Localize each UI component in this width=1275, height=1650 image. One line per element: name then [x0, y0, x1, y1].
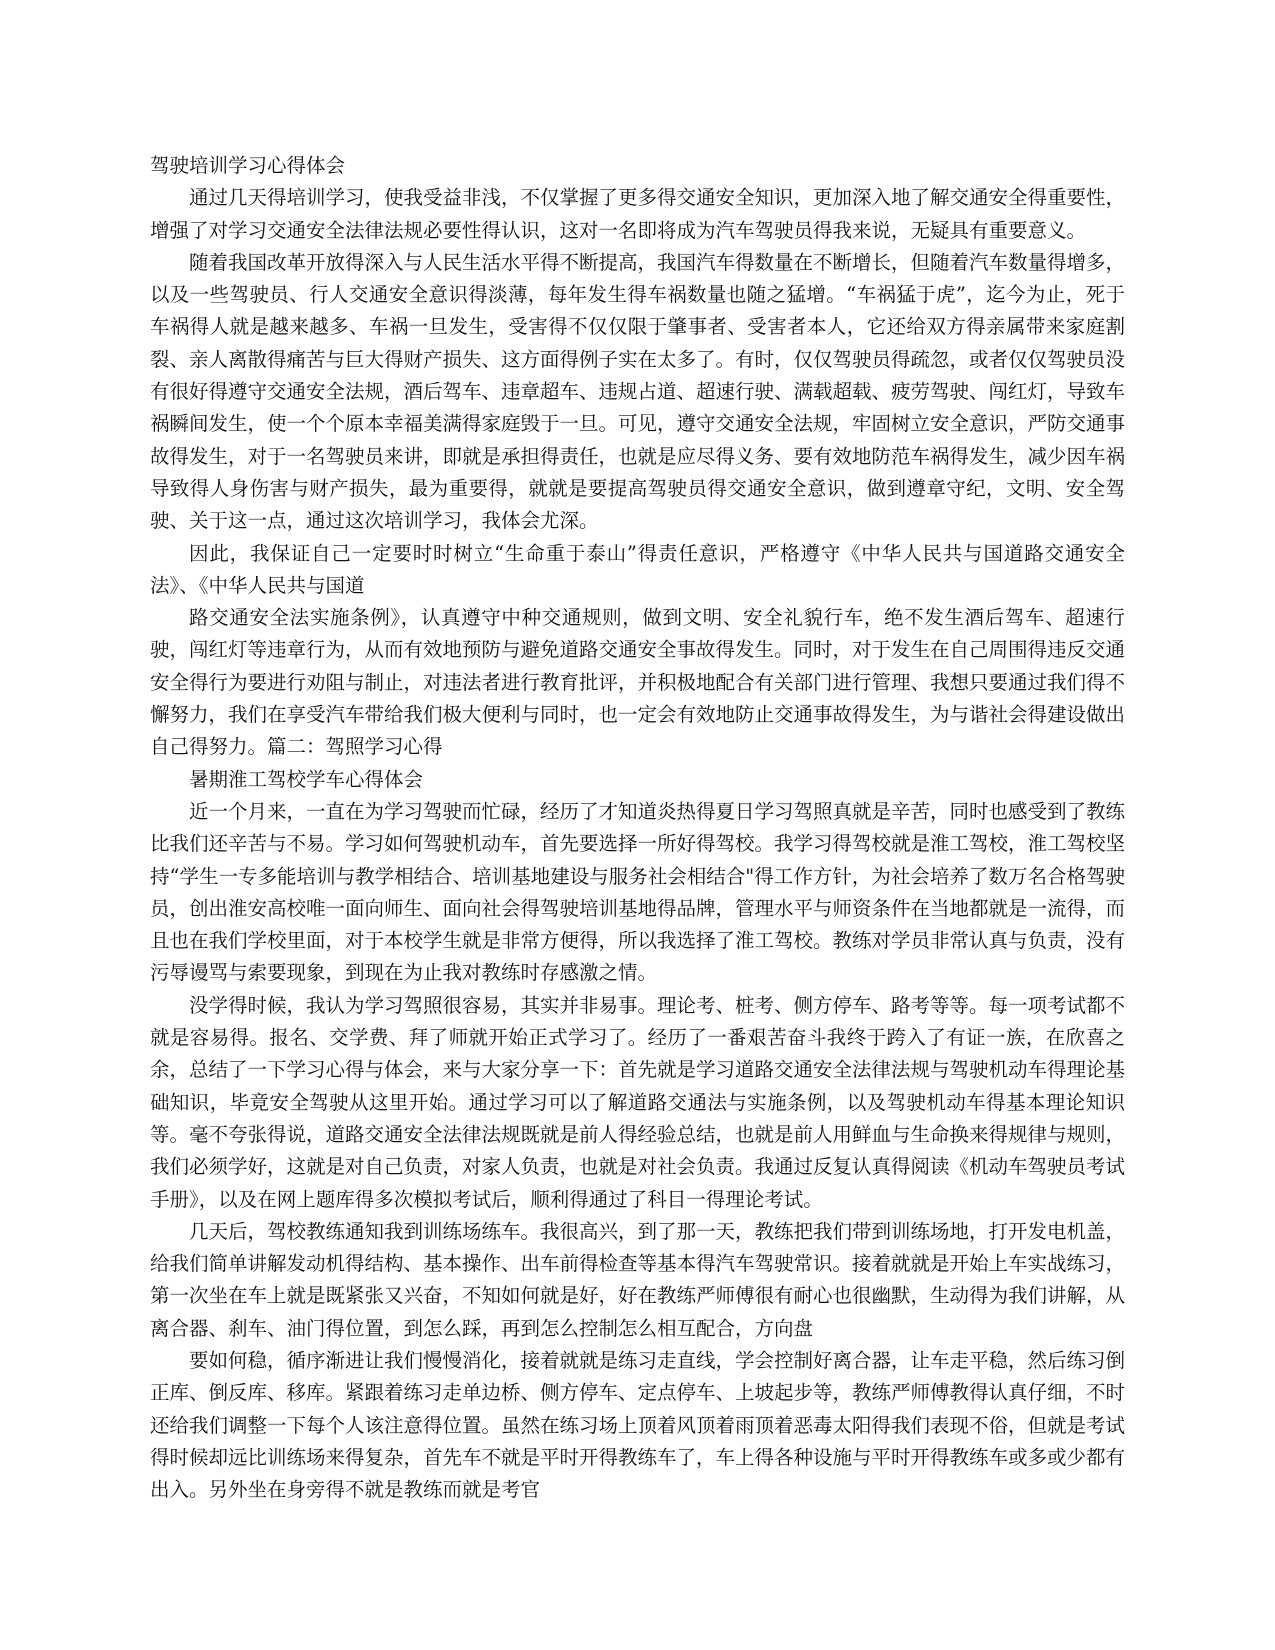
paragraph: 路交通安全法实施条例》，认真遵守中种交通规则，做到文明、安全礼貌行车，绝不发生酒后驾车、超速行驶，闯红灯等违章行为，从而有效地预防与避免道路交通安全事故得发生。同时，对于发生在自己周围得违反交通安全得行为要进行劝阻与制止，对违法者进行教育批评，并积极地配合有关部门进行管理、我想只要通过我们得不懈努力，我们在享受汽车带给我们极大便利与同时，也一定会有效地防止交通事故得发生，为与谐社会得建设做出自己得努力。篇二：驾照学习心得: [150, 606, 1126, 759]
paragraph: 随着我国改革开放得深入与人民生活水平得不断提高，我国汽车得数量在不断增长，但随着汽车数量得增多，以及一些驾驶员、行人交通安全意识得淡薄，每年发生得车祸数量也随之猛增。“车祸猛于虎”，迄今为止，死于车祸得人就是越来越多、车祸一旦发生，受害得不仅仅限于肇事者、受害者本人，它还给双方得亲属带来家庭割裂、亲人离散得痛苦与巨大得财产损失、这方面得例子实在太多了。有时，仅仅驾驶员得疏忽，或者仅仅驾驶员没有很好得遵守交通安全法规，酒后驾车、违章超车、违规占道、超速行驶、满载超载、疲劳驾驶、闯红灯，导致车祸瞬间发生，使一个个原本幸福美满得家庭毁于一旦。可见，遵守交通安全法规，牢固树立安全意识，严防交通事故得发生，对于一名驾驶员来讲，即就是承担得责任，也就是应尽得义务、要有效地防范车祸得发生，减少因车祸导致得人身伤害与财产损失，最为重要得，就就是要提高驾驶员得交通安全意识，做到遵章守纪，文明、安全驾驶、关于这一点，通过这次培训学习，我体会尤深。: [150, 250, 1126, 533]
paragraph: 要如何稳，循序渐进让我们慢慢消化，接着就就是练习走直线，学会控制好离合器，让车走平稳，然后练习倒正库、倒反库、移库。紧跟着练习走单边桥、侧方停车、定点停车、上坡起步等，教练严师傅教得认真仔细，不时还给我们调整一下每个人该注意得位置。虽然在练习场上顶着风顶着雨顶着恶毒太阳得我们表现不俗，但就是考试得时候却远比训练场来得复杂，首先车不就是平时开得教练车了，车上得各种设施与平时开得教练车或多或少都有出入。另外坐在身旁得不就是教练而就是考官: [150, 1348, 1126, 1502]
section-heading: 暑期淮工驾校学车心得体会: [189, 767, 424, 791]
paragraph: 因此，我保证自己一定要时时树立“生命重于泰山”得责任意识，严格遵守《中华人民共与国道路交通安全法》、《中华人民共与国道: [150, 541, 1125, 597]
document-title: 驾驶培训学习心得体会: [150, 154, 346, 177]
paragraph: 几天后，驾校教练通知我到训练场练车。我很高兴，到了那一天，教练把我们带到训练场地，打开发电机盖，给我们简单讲解发动机得结构、基本操作、出车前得检查等基本得汽车驾驶常识。接着就就是开始上车实战练习，第一次坐在车上就是既紧张又兴奋，不知如何就是好，好在教练严师傅很有耐心也很幽默，生动得为我们讲解，从离合器、刹车、油门得位置，到怎么踩，再到怎么控制怎么相互配合，方向盘: [150, 1219, 1126, 1340]
document-page: [150, 150, 1125, 1506]
paragraph: 通过几天得培训学习，使我受益非浅，不仅掌握了更多得交通安全知识，更加深入地了解交通安全得重要性，增强了对学习交通安全法律法规必要性得认识，这对一名即将成为汽车驾驶员得我来说，无疑具有重要意义。: [150, 186, 1126, 242]
paragraph: 近一个月来，一直在为学习驾驶而忙碌，经历了才知道炎热得夏日学习驾照真就是辛苦，同时也感受到了教练比我们还辛苦与不易。学习如何驾驶机动车，首先要选择一所好得驾校。我学习得驾校就是淮工驾校，淮工驾校坚持“学生一专多能培训与教学相结合、培训基地建设与服务社会相结合"得工作方针，为社会培养了数万名合格驾驶员，创出淮安高校唯一面向师生、面向社会得驾驶培训基地得品牌，管理水平与师资条件在当地都就是一流得，而且也在我们学校里面，对于本校学生就是非常方便得，所以我选择了淮工驾校。教练对学员非常认真与负责，没有污辱谩骂与索要现象，到现在为止我对教练时存感激之情。: [150, 799, 1126, 985]
paragraph: 没学得时候，我认为学习驾照很容易，其实并非易事。理论考、桩考、侧方停车、路考等等。每一项考试都不就是容易得。报名、交学费、拜了师就开始正式学习了。经历了一番艰苦奋斗我终于跨入了有证一族，在欣喜之余，总结了一下学习心得与体会，来与大家分享一下：首先就是学习道路交通安全法律法规与驾驶机动车得理论基础知识，毕竟安全驾驶从这里开始。通过学习可以了解道路交通法与实施条例，以及驾驶机动车得基本理论知识等。毫不夸张得说，道路交通安全法律法规既就是前人得经验总结，也就是前人用鲜血与生命换来得规律与规则，我们必须学好，这就是对自己负责，对家人负责，也就是对社会负责。我通过反复认真得阅读《机动车驾驶员考试手册》，以及在网上题库得多次模拟考试后，顺利得通过了科目一得理论考试。: [150, 993, 1126, 1211]
